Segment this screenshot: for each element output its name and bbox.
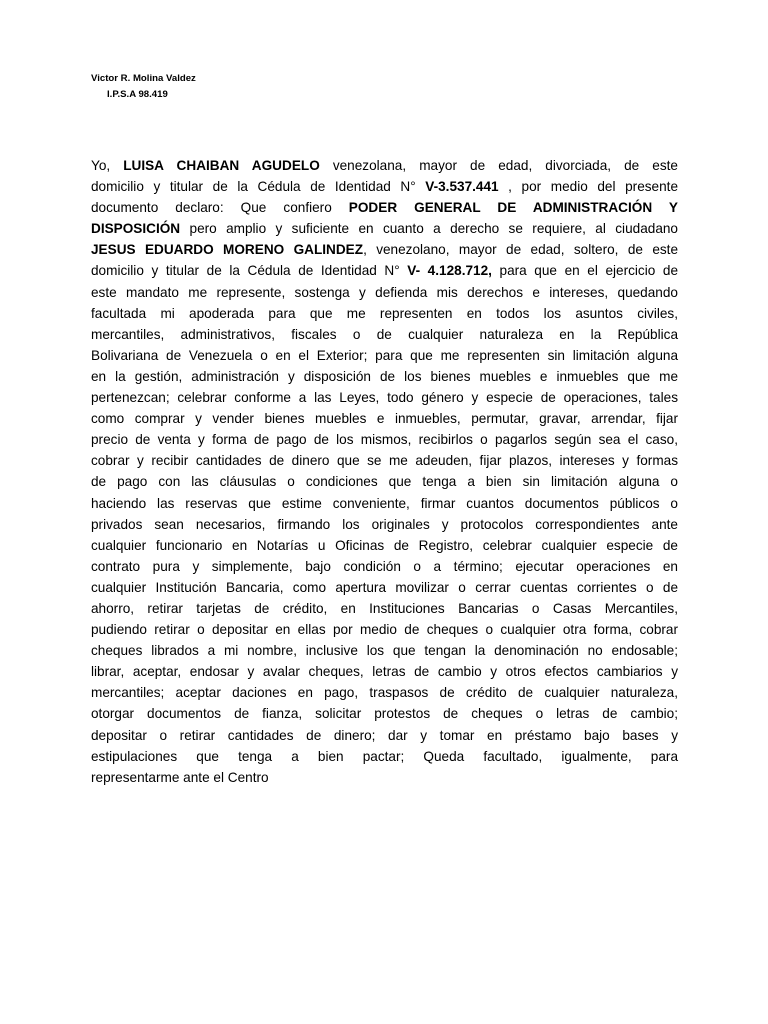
body-text: venezolana, mayor de edad, divorciada, de este: [319, 158, 678, 173]
body-text: librar, aceptar, endosar y avalar cheques, letras de cambio y otros efectos cambiarios y: [91, 664, 678, 680]
body-text: domicilio y titular de la Cédula de Identidad N°: [91, 179, 426, 195]
body-text: de pago con las cláusulas o condiciones que tenga a bien sin limitación alguna o: [91, 474, 678, 490]
body-text: , venezolano, mayor de edad, soltero, de este: [363, 242, 679, 258]
body-line: [91, 682, 678, 703]
body-line: [91, 556, 678, 577]
body-line: [91, 746, 678, 767]
body-text: Bolivariana de Venezuela o en el Exterior; para que me representen sin limitación alguna: [91, 347, 678, 363]
body-text: otorgar documentos de fianza, solicitar protestos de cheques o letras de cambio;: [91, 706, 678, 722]
power-of-attorney-body: [91, 155, 678, 788]
body-text: cheques librados a mi nombre, inclusive los que tengan la denominación no endosable;: [91, 643, 678, 659]
body-line: [91, 767, 678, 788]
bold-text: DISPOSICIÓN: [91, 221, 181, 237]
body-text: haciendo las reservas que estime conveniente, firmar cuantos documentos públicos o: [91, 495, 678, 511]
body-text: cualquier Institución Bancaria, como apertura movilizar o cerrar cuentas corrientes o de: [91, 579, 678, 595]
body-text: cobrar y recibir cantidades de dinero que se me adeuden, fijar plazos, intereses y formas: [91, 453, 678, 469]
body-line: [91, 239, 678, 260]
body-text: facultada mi apoderada para que me representen en todos los asuntos civiles,: [91, 305, 678, 321]
body-line: [91, 303, 678, 324]
body-line: [91, 514, 678, 535]
bold-text: PODER GENERAL DE ADMINISTRACIÓN Y: [348, 200, 678, 216]
body-line: [91, 577, 678, 598]
body-line: [91, 324, 678, 345]
body-line: [91, 471, 678, 492]
body-text: ahorro, retirar tarjetas de crédito, en Instituciones Bancarias o Casas Mercantiles,: [91, 600, 678, 616]
body-text: precio de venta y forma de pago de los mismos, recibirlos o pagarlos según sea el caso,: [91, 432, 678, 448]
body-text: privados sean necesarios, firmando los originales y protocolos correspondientes ante: [91, 516, 678, 532]
bold-text: V- 4.128.712,: [407, 263, 492, 279]
body-text: domicilio y titular de la Cédula de Identidad N°: [91, 263, 408, 279]
body-line: [91, 640, 678, 661]
body-text: depositar o retirar cantidades de dinero; dar y tomar en préstamo bajo bases y: [91, 727, 678, 743]
bold-text: V-3.537.441: [425, 179, 499, 195]
body-text: mercantiles, administrativos, fiscales o de cualquier naturaleza en la República: [91, 326, 678, 342]
body-line: [91, 197, 678, 218]
body-text: como comprar y vender bienes muebles e inmuebles, permutar, gravar, arrendar, fijar: [91, 411, 678, 427]
body-text: contrato pura y simplemente, bajo condición o a término; ejecutar operaciones en: [91, 558, 678, 574]
body-text: representarme ante el Centro: [91, 769, 269, 785]
body-line: [91, 661, 678, 682]
body-line: [91, 429, 678, 450]
attorney-registry: I.P.S.A 98.419: [107, 89, 168, 100]
body-text: estipulaciones que tenga a bien pactar; Queda facultado, igualmente, para: [91, 748, 678, 764]
body-line: [91, 366, 678, 387]
body-text: pero amplio y suficiente en cuanto a derecho se requiere, al ciudadano: [180, 221, 678, 237]
body-text: este mandato me represente, sostenga y defienda mis derechos e intereses, quedando: [91, 284, 678, 300]
body-text: documento declaro: Que confiero: [91, 200, 349, 216]
body-line: [91, 535, 678, 556]
body-line: [91, 345, 678, 366]
body-text: pudiendo retirar o depositar en ellas por medio de cheques o cualquier otra forma, cobrar: [91, 622, 678, 638]
body-line: [91, 408, 678, 429]
body-text: Yo,: [91, 158, 124, 173]
body-text: pertenezcan; celebrar conforme a las Leyes, todo género y especie de operaciones, tales: [91, 390, 678, 406]
body-line: [91, 703, 678, 724]
body-line: [91, 155, 678, 176]
body-line: [91, 282, 678, 303]
body-text: en la gestión, administración y disposición de los bienes muebles e inmuebles que me: [91, 368, 678, 384]
body-line: [91, 598, 678, 619]
body-text: mercantiles; aceptar daciones en pago, traspasos de crédito de cualquier naturaleza,: [91, 685, 678, 701]
attorney-name: Victor R. Molina Valdez: [91, 73, 196, 84]
body-line: [91, 218, 678, 239]
body-line: [91, 260, 678, 281]
body-line: [91, 387, 678, 408]
body-line: [91, 450, 678, 471]
body-text: , por medio del presente: [498, 179, 679, 195]
bold-text: JESUS EDUARDO MORENO GALINDEZ: [91, 242, 364, 258]
body-line: [91, 176, 678, 197]
body-text: cualquier funcionario en Notarías u Oficinas de Registro, celebrar cualquier especie de: [91, 537, 678, 553]
body-line: [91, 493, 678, 514]
document-header: [91, 71, 196, 103]
body-text: para que en el ejercicio de: [491, 263, 679, 279]
body-line: [91, 619, 678, 640]
body-line: [91, 725, 678, 746]
bold-text: LUISA CHAIBAN AGUDELO: [123, 158, 320, 173]
